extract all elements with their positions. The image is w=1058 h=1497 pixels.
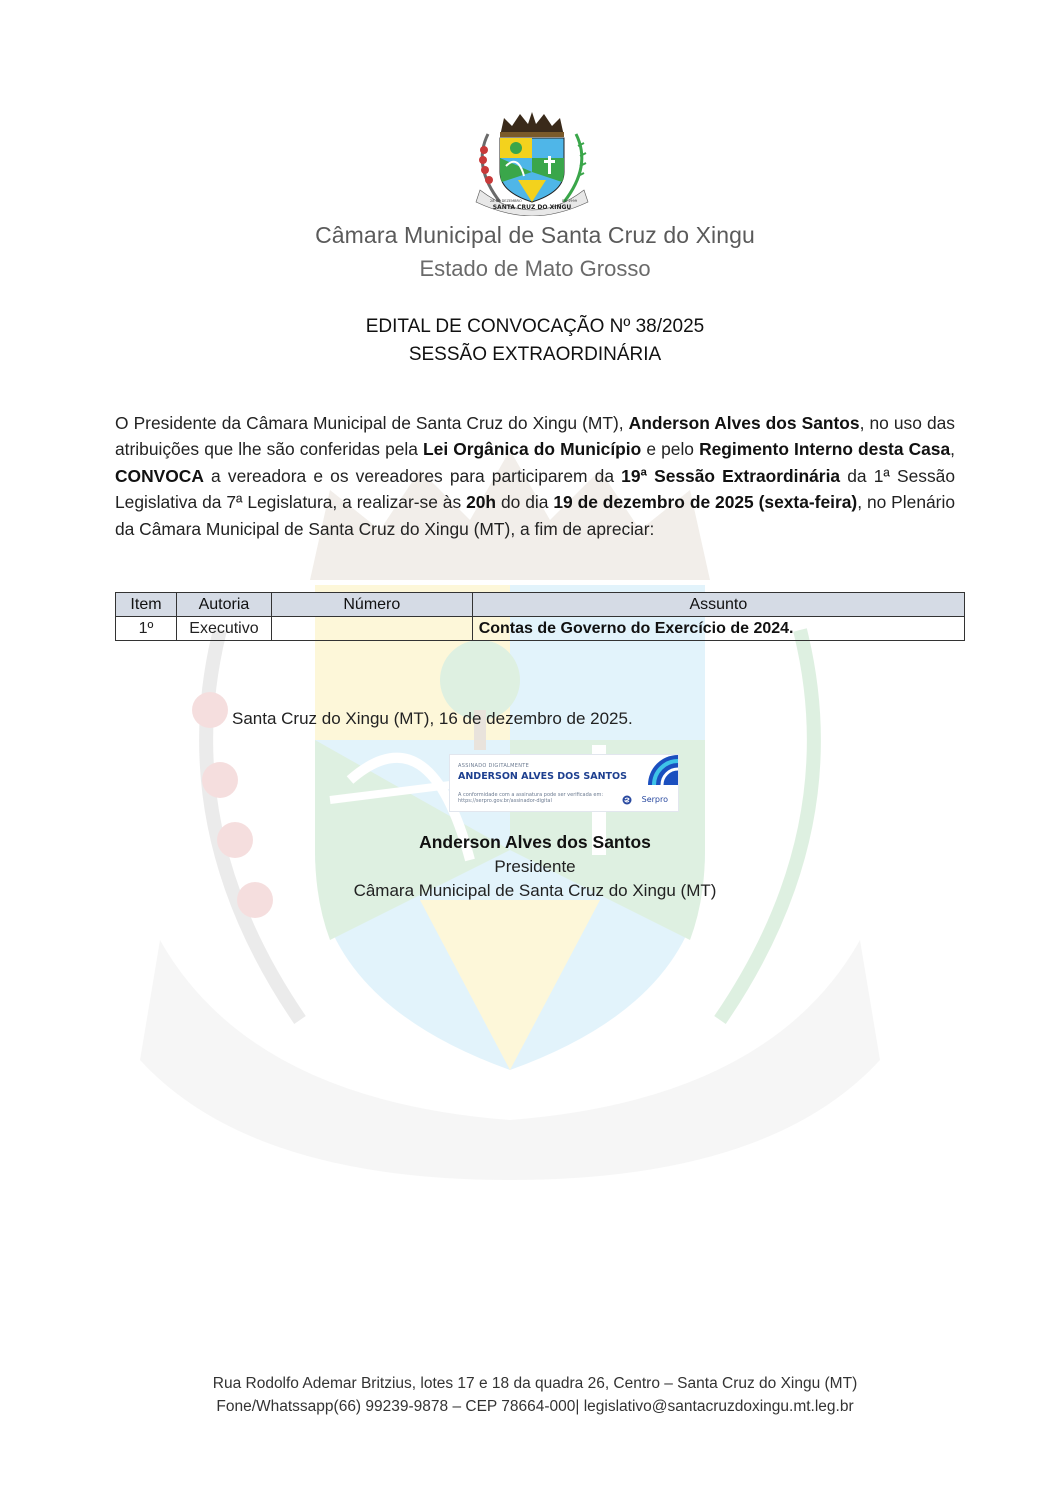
edital-session-type: SESSÃO EXTRAORDINÁRIA (408, 344, 662, 365)
table-row (116, 617, 965, 641)
body-text-7: do dia (496, 492, 554, 513)
session-name: 19ª Sessão Extraordinária (621, 465, 841, 486)
col-header-assunto: Assunto (472, 593, 964, 617)
edital-heading (0, 313, 1058, 369)
page-title: Câmara Municipal de Santa Cruz do Xingu (315, 222, 755, 248)
president-name-inline: Anderson Alves dos Santos (628, 413, 860, 433)
body-text-8: , no Plenário da Câmara Municipal de Santa Cruz do Xingu (MT), a fim de apreciar: (115, 492, 955, 539)
body-text-5: a vereadora e os vereadores para participarem da (203, 465, 622, 486)
signer-organization: Câmara Municipal de Santa Cruz do Xingu (MT) (353, 881, 717, 900)
digital-signature-stamp (449, 754, 679, 812)
body-text-4: , (950, 439, 955, 460)
coat-banner-text: SANTA CRUZ DO XINGU (492, 204, 572, 211)
place-date: Santa Cruz do Xingu (MT), 16 de dezembro de 2025. (232, 709, 633, 728)
table-header-row (116, 593, 965, 617)
footer-address: Rua Rodolfo Ademar Britzius, lotes 17 e 18 da quadra 26, Centro – Santa Cruz do Xingu (MT) (212, 1375, 858, 1392)
stamp-arcs-icon (634, 755, 678, 785)
body-text-3: e pelo (641, 439, 700, 460)
session-date: 19 de dezembro de 2025 (sexta-feira) (553, 492, 858, 513)
cell-autoria: Executivo (176, 617, 271, 641)
col-header-numero: Número (271, 593, 472, 617)
coat-of-arms-logo (466, 106, 596, 216)
signer-name: Anderson Alves dos Santos (419, 832, 651, 852)
col-header-item: Item (116, 593, 177, 617)
stamp-verify-text: A conformidade com a assinatura pode ser verificada em: https://serpro.gov.br/assinador-digital (458, 792, 604, 804)
edital-number: EDITAL DE CONVOCAÇÃO Nº 38/2025 (365, 316, 705, 337)
agenda-table (115, 592, 965, 641)
coat-right-ribbon-text: DE 1999 (562, 199, 577, 203)
body-text-1: O Presidente da Câmara Municipal de Santa Cruz do Xingu (MT), (115, 413, 629, 433)
stamp-caption: ASSINADO DIGITALMENTE (458, 763, 530, 769)
col-header-autoria: Autoria (176, 593, 271, 617)
convocation-paragraph (115, 410, 955, 542)
body-text-2: , no uso das atribuições que lhe são conferidas pela (115, 413, 955, 460)
cell-item: 1º (116, 617, 177, 641)
serpro-logo-icon (622, 795, 632, 805)
cell-numero (271, 617, 472, 641)
lei-organica: Lei Orgânica do Município (423, 439, 642, 460)
coat-left-ribbon-text: 28 DE DEZEMBRO (490, 199, 522, 203)
stamp-brand: Serpro (641, 795, 668, 804)
page-subtitle: Estado de Mato Grosso (419, 256, 651, 281)
convoca-keyword: CONVOCA (115, 465, 204, 486)
signer-role: Presidente (494, 857, 576, 876)
session-time: 20h (466, 492, 497, 513)
regimento-interno: Regimento Interno desta Casa (699, 439, 951, 460)
footer-contact: Fone/Whatssapp(66) 99239-9878 – CEP 78664-000| legislativo@santacruzdoxingu.mt.leg.br (216, 1398, 854, 1415)
cell-assunto: Contas de Governo do Exercício de 2024. (472, 617, 964, 641)
body-text-6: da 1ª Sessão Legislativa da 7ª Legislatura, a realizar-se às (115, 465, 956, 513)
stamp-signer-name: ANDERSON ALVES DOS SANTOS (458, 771, 627, 782)
